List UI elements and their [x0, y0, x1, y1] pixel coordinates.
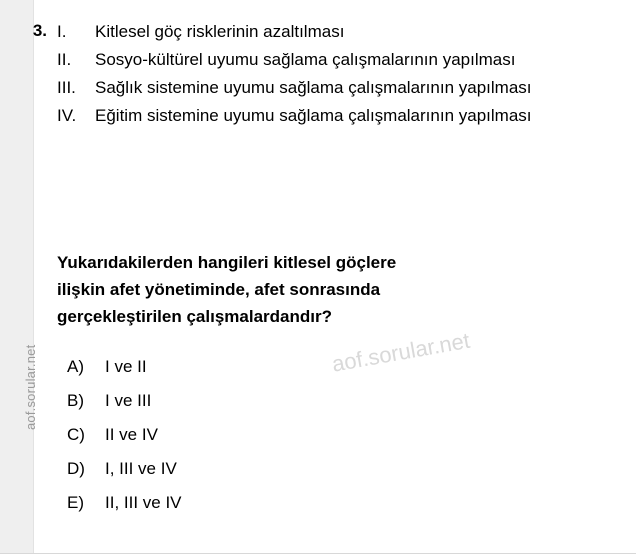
question-number: 3. [32, 21, 47, 40]
list-item-text: Eğitim sistemine uyumu sağlama çalışmalarının yapılması [95, 106, 532, 125]
list-item-text: Sosyo-kültürel uyumu sağlama çalışmalarının yapılması [95, 50, 516, 69]
question-stem-line-3: gerçekleştirilen çalışmalardandır? [57, 307, 332, 326]
question-stem [57, 249, 619, 330]
list-item [57, 75, 617, 101]
option-b-key: B) [67, 391, 84, 410]
option-e-text: II, III ve IV [105, 493, 182, 512]
option-c-text: II ve IV [105, 425, 158, 444]
option-a-text: I ve II [105, 357, 147, 376]
question-stem-line-1: Yukarıdakilerden hangileri kitlesel göçlere [57, 253, 397, 272]
list-item-label: I. [57, 22, 67, 41]
sidebar-watermark-text: aof.sorular.net [23, 344, 38, 430]
page-watermark: aof.sorular.net [330, 327, 472, 377]
option-a-key: A) [67, 357, 84, 376]
sidebar-watermark [0, 344, 38, 550]
list-item-text: Kitlesel göç risklerinin azaltılması [95, 22, 345, 41]
option-c[interactable] [67, 425, 587, 459]
question-stem-line-2: ilişkin afet yönetiminde, afet sonrasında [57, 280, 381, 299]
option-e-key: E) [67, 493, 84, 512]
question-block [33, 0, 636, 554]
list-item [57, 103, 617, 129]
option-e[interactable] [67, 493, 587, 527]
option-d-key: D) [67, 459, 85, 478]
option-d-text: I, III ve IV [105, 459, 177, 478]
list-item-text: Sağlık sistemine uyumu sağlama çalışmalarının yapılması [95, 78, 532, 97]
list-item-label: III. [57, 78, 76, 97]
list-item [57, 47, 617, 73]
roman-numeral-list [57, 19, 617, 131]
list-item-label: IV. [57, 106, 77, 125]
option-d[interactable] [67, 459, 587, 493]
option-b[interactable] [67, 391, 587, 425]
list-item-label: II. [57, 50, 72, 69]
option-b-text: I ve III [105, 391, 152, 410]
option-a[interactable] [67, 357, 587, 391]
option-c-key: C) [67, 425, 85, 444]
answer-options [67, 357, 587, 527]
list-item [57, 19, 617, 45]
